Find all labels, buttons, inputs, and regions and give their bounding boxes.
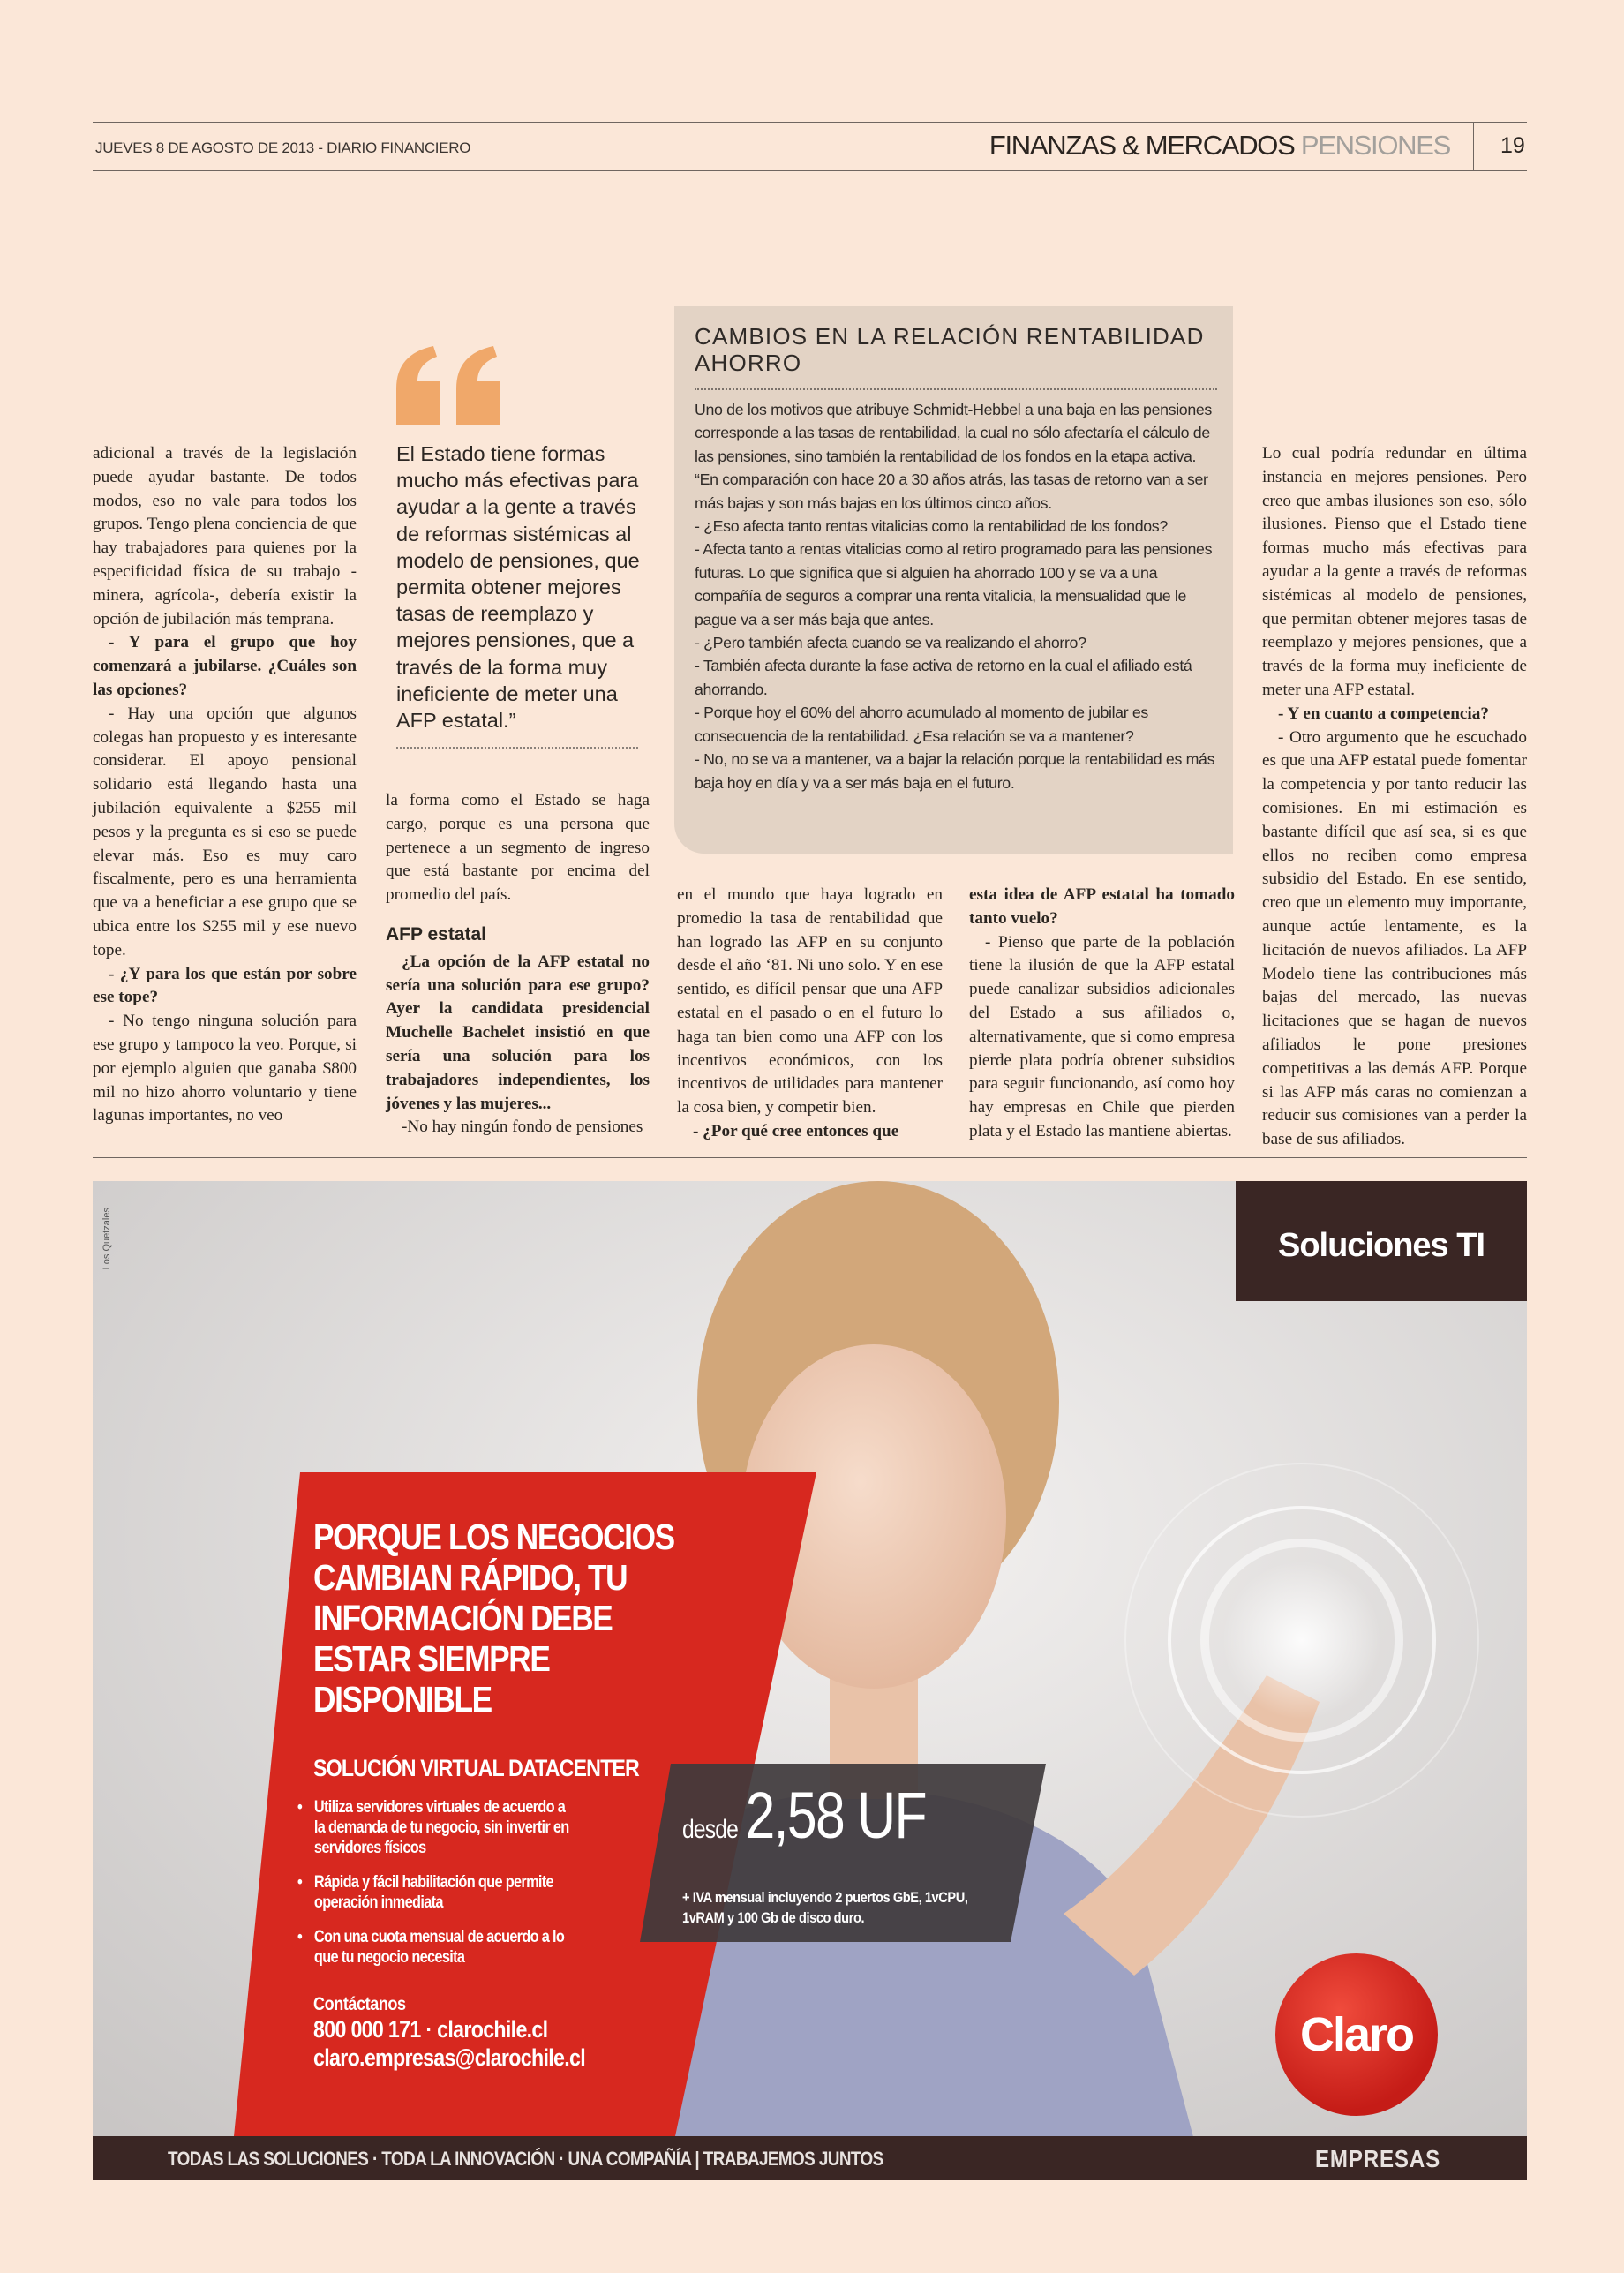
sidebar-paragraph: Uno de los motivos que atribuye Schmidt-Hebbel a una baja en las pensiones corresponde a las tasas de rentabilidad, la cual no sólo afectaría el cálculo de las pensiones, sino también la rentabilidad de los fondos en la etapa activa. “En comparación con hace 20 a 30 años atrás, las tasas de retorno van a ser más bajas y son más bajas en los últimos cinco años.	[695, 401, 1212, 512]
article-bottom-rule	[93, 1157, 1527, 1158]
paragraph: - Hay una opción que algunos colegas han propuesto y es interesante considerar. El apoyo pensional solidario está llegando hasta una jubilación equivalente a $255 mil pesos y la pregunta es si eso se puede elevar más. Eso es muy caro fiscalmente, pero es una herramienta que va a beneficiar a ese grupo que se ubica entre los $255 mil y ese nuevo tope.	[93, 704, 357, 960]
ad-price	[682, 1778, 926, 1853]
interview-question: esta idea de AFP estatal ha tomado tanto vuelo?	[969, 885, 1235, 928]
sidebar-title: CAMBIOS EN LA RELACIÓN RENTABILIDAD AHORRO	[695, 323, 1205, 376]
ad-bullet: • Con una cuota mensual de acuerdo a lo que tu negocio necesita	[297, 1927, 571, 1968]
ad-bullet-list	[297, 1797, 571, 1982]
sidebar-question: - ¿Eso afecta tanto rentas vitalicias como la rentabilidad de los fondos?	[695, 517, 1168, 536]
article-column-4	[969, 884, 1235, 1144]
paragraph: -No hay ningún fondo de pensiones	[402, 1118, 643, 1137]
ad-price-prefix: desde	[682, 1815, 738, 1844]
ad-price-amount: 2,58 UF	[745, 1779, 926, 1852]
ad-contact-phone: 800 000 171 · clarochile.cl	[313, 2016, 548, 2043]
ad-contact-label: Contáctanos	[313, 1994, 406, 2014]
interview-question: ¿La opción de la AFP estatal no sería una solución para ese grupo? Ayer la candidata presidencial Muchelle Bachelet insistió en que sería una solución para los trabajadores independientes, los jóvenes y las mujeres...	[386, 952, 650, 1113]
sidebar-body	[695, 398, 1217, 794]
interview-question: - ¿Por qué cree entonces que	[693, 1121, 899, 1140]
ad-contact	[313, 1993, 602, 2072]
sidebar-paragraph: - También afecta durante la fase activa de retorno en la cual el afiliado está ahorrando.	[695, 657, 1192, 698]
interview-question: - Y para el grupo que hoy comenzará a jubilarse. ¿Cuáles son las opciones?	[93, 633, 357, 699]
photo-credit: Los Quetzales	[102, 1208, 112, 1270]
advertisement	[93, 1181, 1527, 2180]
header-date: JUEVES 8 DE AGOSTO DE 2013 - DIARIO FINANCIERO	[95, 139, 471, 156]
paragraph: la forma como el Estado se haga cargo, porque es una persona que pertenece a un segmento de ingreso que está bastante por encima del promedio del país.	[386, 791, 650, 905]
interview-question: - ¿Y para los que están por sobre ese tope?	[93, 964, 357, 1007]
quote-mark-icon	[393, 346, 506, 425]
sidebar-paragraph: - No, no se va a mantener, va a bajar la relación porque la rentabilidad es más baja hoy en día y va a ser más baja en el futuro.	[695, 750, 1215, 792]
header-rule-top	[93, 122, 1527, 123]
sidebar-question: - ¿Pero también afecta cuando se va realizando el ahorro?	[695, 634, 1086, 652]
ad-brand-sub: EMPRESAS	[1315, 2145, 1441, 2172]
paragraph: - No tengo ninguna solución para ese grupo y tampoco la veo. Porque, si por ejemplo alguien que ganaba $800 mil no hizo ahorro voluntario y tiene lagunas importantes, no veo	[93, 1012, 357, 1125]
header-rule-bottom	[93, 170, 1527, 171]
ad-headline: PORQUE LOS NEGOCIOS CAMBIAN RÁPIDO, TU INFORMACIÓN DEBE ESTAR SIEMPRE DISPONIBLE	[313, 1517, 674, 1720]
pull-quote-divider	[396, 747, 638, 749]
ad-tagline: TODAS LAS SOLUCIONES · TODA LA INNOVACIÓN · UNA COMPAÑÍA | TRABAJEMOS JUNTOS	[168, 2148, 883, 2170]
paragraph: - Otro argumento que he escuchado es que una AFP estatal puede fomentar la competencia y por tanto reducir las comisiones. En mi estimación es bastante difícil que así sea, si es que ellos no reciben como empresa subsidio del Estado. En ese sentido, creo que un elemento muy importante, aunque actúe lentamente, es la licitación de nuevos afiliados. La AFP Modelo tiene las contribuciones más bajas del mercado, las nuevas licitaciones que se hagan de nuevos afiliados le pone presiones competitivas a las demás AFP. Porque si las AFP más caras no comienzan a reducir sus comisiones van a perder la base de sus afiliados.	[1262, 727, 1527, 1149]
article-column-2	[386, 789, 650, 1140]
ad-solution-title: SOLUCIÓN VIRTUAL DATACENTER	[313, 1755, 639, 1781]
sidebar-question: - Porque hoy el 60% del ahorro acumulado al momento de jubilar es consecuencia de la rentabilidad. ¿Esa relación se va a mantener?	[695, 704, 1148, 745]
paragraph: en el mundo que haya logrado en promedio la tasa de rentabilidad que han logrado las AFP en su conjunto desde el año ‘81. Ni uno solo. Y en ese sentido, es difícil pensar que una AFP estatal en el pasado o en el futuro lo haga tan bien como una AFP con los incentivos económicos, con los incentivos de utilidades para mantener la cosa bien, y competir bien.	[677, 885, 943, 1118]
article-column-1	[93, 442, 357, 1128]
paragraph: adicional a través de la legislación puede ayudar bastante. De todos modos, eso no vale para todos los grupos. Tengo plena conciencia de que hay trabajadores para quienes por la especificidad física de su trabajo -minera, agrícola-, debería existir la opción de jubilación más temprana.	[93, 444, 357, 628]
article-column-3	[677, 884, 943, 1144]
ad-category-badge: Soluciones TI	[1236, 1181, 1527, 1301]
header-separator	[1473, 122, 1474, 171]
sidebar-paragraph: - Afecta tanto a rentas vitalicias como al retiro programado para las pensiones futuras. Lo que significa que si alguien ha ahorrado 100 y se va a una compañía de seguros a comprar una renta vitalicia, la mensualidad que le pague va a ser más baja que antes.	[695, 540, 1213, 628]
ad-bullet: • Utiliza servidores virtuales de acuerdo a la demanda de tu negocio, sin invertir en servidores físicos	[297, 1797, 571, 1858]
claro-logo-text: Claro	[1299, 2008, 1414, 2061]
subheading: AFP estatal	[386, 923, 486, 945]
paragraph: - Pienso que parte de la población tiene la ilusión de que la AFP estatal puede canalizar subsidios adicionales del Estado a sus afiliados o, alternativamente, que si como empresa pierde plata podría obtener subsidios para seguir funcionando, así como hoy hay empresas en Chile que pierden plata y el Estado las mantiene abiertas.	[969, 932, 1235, 1140]
sidebar-divider	[695, 388, 1217, 390]
header-section	[989, 130, 1450, 162]
claro-logo	[1275, 1953, 1438, 2116]
page-number: 19	[1500, 133, 1525, 158]
paragraph: Lo cual podría redundar en última instancia en mejores pensiones. Pero creo que ambas ilusiones son eso, sólo ilusiones. Pienso que el Estado tiene formas mucho más efectivas para ayudar a la gente a través de reformas sistémicas al modelo de pensiones, que permitan obtener mejores tasas de reemplazo y mejores pensiones, que a través de la forma muy ineficiente de meter una AFP estatal.	[1262, 444, 1527, 699]
article-column-5	[1262, 442, 1527, 1152]
section-title: FINANZAS & MERCADOS	[989, 130, 1295, 161]
interview-question: - Y en cuanto a competencia?	[1278, 704, 1489, 723]
ad-bullet: • Rápida y fácil habilitación que permite operación inmediata	[297, 1872, 571, 1913]
ad-footer-bar	[93, 2136, 1527, 2180]
ad-price-note: + IVA mensual incluyendo 2 puertos GbE, 1vCPU, 1vRAM y 100 Gb de disco duro.	[682, 1889, 968, 1926]
ad-contact-email: claro.empresas@clarochile.cl	[313, 2044, 586, 2071]
subsection-title: PENSIONES	[1300, 130, 1450, 161]
pull-quote: El Estado tiene formas mucho más efectivas para ayudar a la gente a través de reformas sistémicas al modelo de pensiones, que permita obtener mejores tasas de reemplazo y mejores pensiones, que a través de la forma muy ineficiente de meter una AFP estatal.”	[396, 442, 640, 733]
